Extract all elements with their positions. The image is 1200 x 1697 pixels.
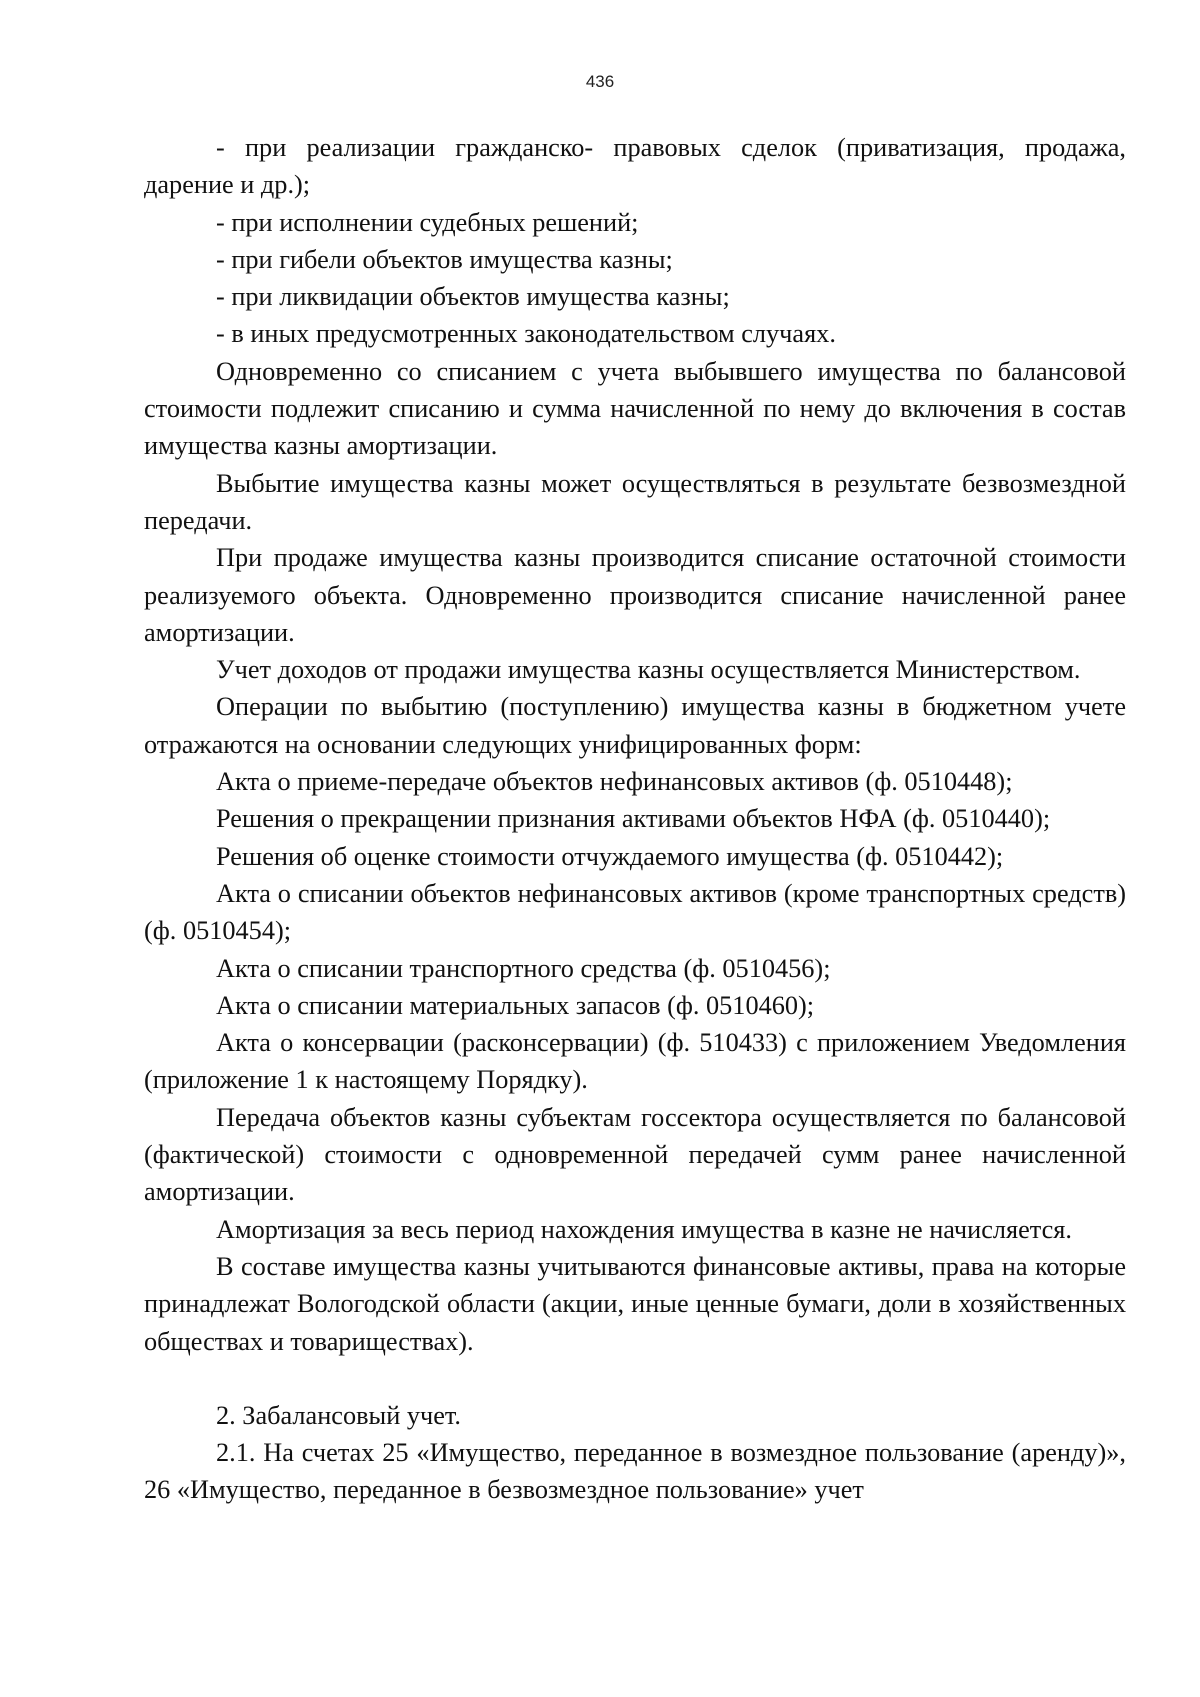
paragraph: Передача объектов казны субъектам госсектора осуществляется по балансовой (фактической) стоимости с одновременной передачей сумм ранее начисленной амортизации. [144,1102,1126,1207]
blank-line [144,1360,1126,1397]
paragraph: Акта о списании материальных запасов (ф. 0510460); [216,990,815,1020]
paragraph: Одновременно со списанием с учета выбывшего имущества по балансовой стоимости подлежит списанию и сумма начисленной по нему до включения в состав имущества казны амортизации. [144,356,1126,461]
page-number: 436 [585,72,615,91]
paragraph: Акта о приеме-передаче объектов нефинансовых активов (ф. 0510448); [216,767,1013,797]
paragraph: - при реализации гражданско- правовых сделок (приватизация, продажа, дарение и др.); [144,133,1126,200]
paragraph: Амортизация за весь период нахождения имущества в казне не начисляется. [216,1214,1072,1244]
section-heading: 2. Забалансовый учет. [216,1400,461,1430]
paragraph: - в иных предусмотренных законодательством случаях. [216,319,836,349]
paragraph: Решения об оценке стоимости отчуждаемого имущества (ф. 0510442); [216,841,1004,871]
paragraph: Решения о прекращении признания активами объектов НФА (ф. 0510440); [216,804,1051,834]
paragraph: Акта о консервации (расконсервации) (ф. 510433) с приложением Уведомления (приложение 1 к настоящему Порядку). [144,1028,1126,1095]
paragraph: - при гибели объектов имущества казны; [216,244,673,274]
paragraph: Операции по выбытию (поступлению) имущества казны в бюджетном учете отражаются на основании следующих унифицированных форм: [144,692,1126,759]
document-body [144,129,1126,1509]
paragraph: При продаже имущества казны производится списание остаточной стоимости реализуемого объекта. Одновременно производится списание начисленной ранее амортизации. [144,543,1126,647]
paragraph: Акта о списании транспортного средства (ф. 0510456); [216,953,831,983]
section-paragraph: 2.1. На счетах 25 «Имущество, переданное в возмездное пользование (аренду)», 26 «Имущество, переданное в безвозмездное пользование» учет [144,1438,1126,1505]
paragraph: - при ликвидации объектов имущества казны; [216,282,730,312]
paragraph: Учет доходов от продажи имущества казны осуществляется Министерством. [216,655,1081,685]
paragraph: Выбытие имущества казны может осуществляться в результате безвозмездной передачи. [144,468,1126,535]
paragraph: В составе имущества казны учитываются финансовые активы, права на которые принадлежат Вологодской области (акции, иные ценные бумаги, доли в хозяйственных обществах и товариществах). [144,1251,1126,1356]
paragraph: Акта о списании объектов нефинансовых активов (кроме транспортных средств) (ф. 0510454); [144,878,1126,946]
paragraph: - при исполнении судебных решений; [216,207,639,237]
